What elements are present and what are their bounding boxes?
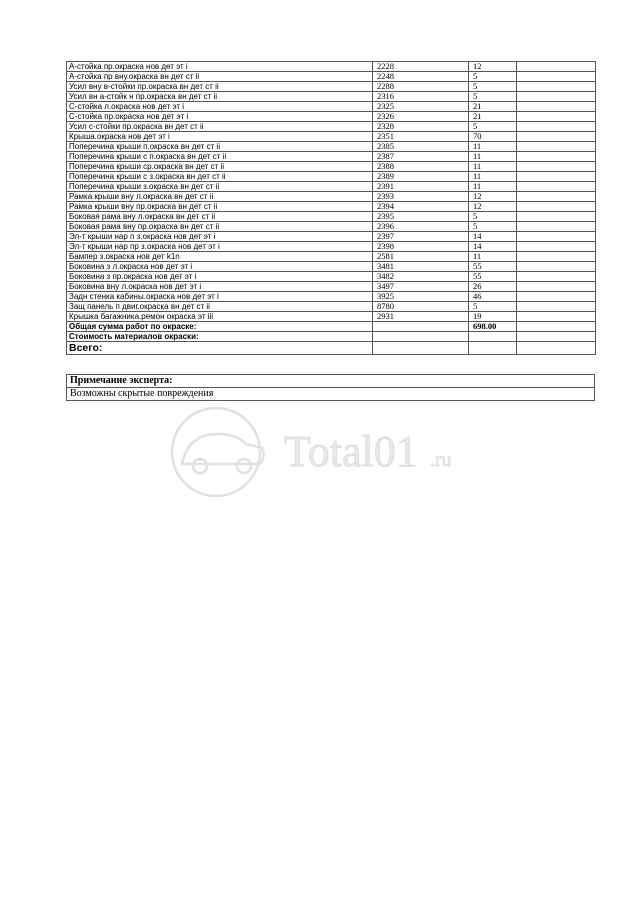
operation-code [373,322,469,332]
operation-value: 698.00 [469,322,517,332]
operation-code: 2395 [373,212,469,222]
table-row [67,242,596,252]
svg-text:Total01: Total01 [284,427,418,476]
operation-value: 70 [469,132,517,142]
operation-value: 14 [469,232,517,242]
operation-name: Рамка крыши вну л.окраска вн дет ст ii [67,192,373,202]
operation-name: Общая сумма работ по окраске: [67,322,373,332]
operation-extra [517,62,596,72]
operation-value: 11 [469,142,517,152]
operation-extra [517,322,596,332]
operation-extra [517,312,596,322]
operation-extra [517,332,596,342]
operation-name: Задн стенка кабины.окраска нов дет эт i [67,292,373,302]
operation-name: Крышка багажника.ремон окраска эт iii [67,312,373,322]
operation-value: 5 [469,222,517,232]
operation-code [373,332,469,342]
operation-extra [517,142,596,152]
operation-code: 2248 [373,72,469,82]
operation-name: Боковина з пр.окраска нов дет эт i [67,272,373,282]
operation-value: 5 [469,72,517,82]
operation-code: 2397 [373,232,469,242]
table-row [67,202,596,212]
operation-extra [517,112,596,122]
operation-name: А-стойка пр вну.окраска вн дет ст ii [67,72,373,82]
operation-value: 26 [469,282,517,292]
operation-extra [517,182,596,192]
table-row [67,62,596,72]
operation-name: Бампер з.окраска нов дет k1n [67,252,373,262]
operation-code: 3481 [373,262,469,272]
operation-value: 5 [469,212,517,222]
operation-name: Усил вну в-стойки пр.окраска вн дет ст ii [67,82,373,92]
operation-name: Крыша.окраска нов дет эт i [67,132,373,142]
table-row [67,292,596,302]
expert-note-table [66,374,595,401]
operation-code: 8780 [373,302,469,312]
operation-extra [517,162,596,172]
operation-extra [517,302,596,312]
operation-extra [517,102,596,112]
operation-extra [517,292,596,302]
operation-code: 2328 [373,122,469,132]
operation-value: 5 [469,122,517,132]
table-row [67,232,596,242]
paint-operations-table [66,61,596,355]
operation-name: Поперечина крыши з.окраска вн дет ст ii [67,182,373,192]
operation-code: 2288 [373,82,469,92]
total-row [67,322,596,332]
operation-name: Защ панель п двиг.окраска вн дет ст ii [67,302,373,312]
table-row [67,252,596,262]
operation-extra [517,262,596,272]
operation-extra [517,282,596,292]
table-row [67,222,596,232]
operation-name: Боковина вну л.окраска нов дет эт i [67,282,373,292]
operation-code: 2228 [373,62,469,72]
table-row [67,312,596,322]
total-row [67,332,596,342]
watermark-logo [168,404,468,504]
operation-name: Боковая рама вну л.окраска вн дет ст ii [67,212,373,222]
table-row [67,102,596,112]
operation-extra [517,172,596,182]
operation-code: 3925 [373,292,469,302]
table-row [67,92,596,102]
expert-note-text: Возможны скрытые повреждения [67,388,595,401]
operation-value: 11 [469,162,517,172]
operation-name: Рамка крыши вну пр.окраска вн дет ст ii [67,202,373,212]
table-row [67,212,596,222]
table-row [67,82,596,92]
operation-code: 2387 [373,152,469,162]
operation-name: Боковина з л.окраска нов дет эт i [67,262,373,272]
operation-extra [517,242,596,252]
operation-code: 2931 [373,312,469,322]
operation-value: 11 [469,182,517,192]
operation-extra [517,152,596,162]
operation-value: 21 [469,102,517,112]
table-row [67,132,596,142]
operation-name: Поперечина крыши с п.окраска вн дет ст ii [67,152,373,162]
operation-value: 21 [469,112,517,122]
operation-value: 55 [469,262,517,272]
table-row [67,72,596,82]
operation-name: Поперечина крыши с з.окраска вн дет ст ii [67,172,373,182]
operation-extra [517,192,596,202]
operation-code: 2351 [373,132,469,142]
operation-code [373,342,469,355]
operation-code: 2388 [373,162,469,172]
operation-code: 2326 [373,112,469,122]
operation-value: 46 [469,292,517,302]
operation-extra [517,72,596,82]
operation-code: 2325 [373,102,469,112]
table-row [67,302,596,312]
table-row [67,262,596,272]
operation-value [469,332,517,342]
svg-text:.ru: .ru [430,449,452,471]
operation-name: Эл-т крыши нар пр з.окраска нов дет эт i [67,242,373,252]
operation-name: Боковая рама вну пр.окраска вн дет ст ii [67,222,373,232]
operation-name: Поперечина крыши п.окраска вн дет ст ii [67,142,373,152]
operation-extra [517,222,596,232]
expert-note-heading: Примечание эксперта: [67,375,595,388]
operation-code: 3482 [373,272,469,282]
operation-name: Усил с-стойки пр.окраска вн дет ст ii [67,122,373,132]
operation-value: 12 [469,202,517,212]
table-row [67,162,596,172]
operation-name: Всего: [67,342,373,355]
operation-value: 19 [469,312,517,322]
operation-name: Эл-т крыши нар п з.окраска нов дет эт i [67,232,373,242]
operation-name: Поперечина крыши ср.окраска вн дет ст ii [67,162,373,172]
operation-code: 2394 [373,202,469,212]
operation-value: 11 [469,172,517,182]
operation-value: 5 [469,82,517,92]
operation-value: 5 [469,92,517,102]
operation-extra [517,92,596,102]
operation-name: А-стойка пр.окраска нов дет эт i [67,62,373,72]
operation-code: 2385 [373,142,469,152]
operation-extra [517,122,596,132]
operation-code: 2393 [373,192,469,202]
table-row [67,112,596,122]
operation-value: 55 [469,272,517,282]
operation-value: 12 [469,62,517,72]
operation-extra [517,272,596,282]
table-row [67,192,596,202]
table-row [67,122,596,132]
total-row [67,342,596,355]
operation-value: 12 [469,192,517,202]
operation-code: 3497 [373,282,469,292]
operation-value: 11 [469,252,517,262]
operation-name: Стоимость материалов окраски: [67,332,373,342]
operation-code: 2581 [373,252,469,262]
table-row [67,142,596,152]
operation-extra [517,212,596,222]
table-row [67,272,596,282]
operation-extra [517,132,596,142]
operation-value: 5 [469,302,517,312]
table-row [67,282,596,292]
operation-code: 2316 [373,92,469,102]
operation-code: 2391 [373,182,469,192]
table-row [67,182,596,192]
operation-name: Усил вн а-стойк н пр.окраска вн дет ст ii [67,92,373,102]
operation-extra [517,252,596,262]
operation-extra [517,82,596,92]
table-row [67,172,596,182]
operation-code: 2398 [373,242,469,252]
operation-extra [517,342,596,355]
operation-code: 2389 [373,172,469,182]
operation-value: 14 [469,242,517,252]
operation-name: С-стойка пр.окраска нов дет эт i [67,112,373,122]
operation-code: 2396 [373,222,469,232]
operation-value [469,342,517,355]
table-row [67,152,596,162]
operation-name: С-стойка л.окраска нов дет эт i [67,102,373,112]
operation-value: 11 [469,152,517,162]
operation-extra [517,202,596,212]
operation-extra [517,232,596,242]
